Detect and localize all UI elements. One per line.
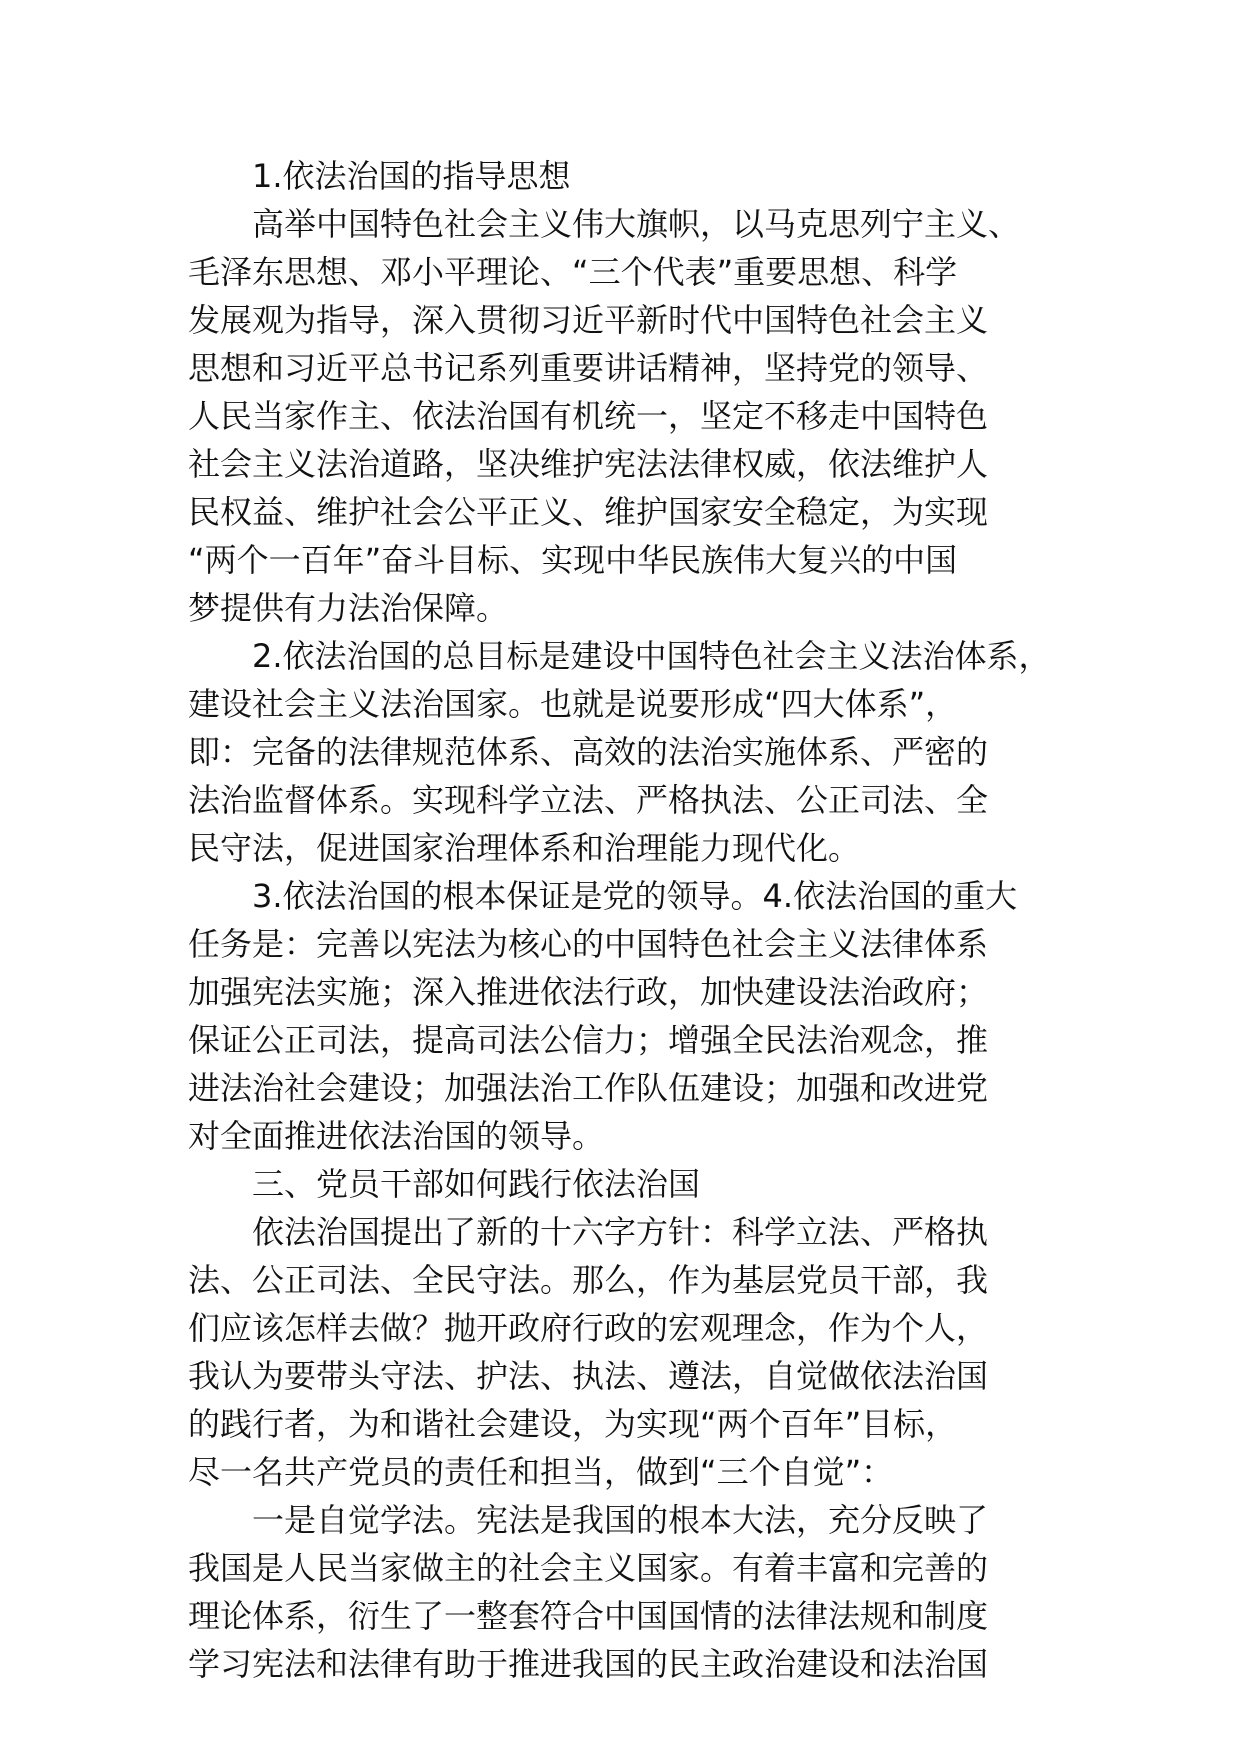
text-line: 高举中国特色社会主义伟大旗帜，以马克思列宁主义、 [252,205,1021,243]
text-line: 的践行者，为和谐社会建设，为实现“两个百年”目标， [188,1405,958,1443]
text-line: 任务是：完善以宪法为核心的中国特色社会主义法律体系 [188,925,989,963]
section-heading: 1.依法治国的指导思想 [252,157,571,195]
text-line: 社会主义法治道路，坚决维护宪法法律权威，依法维护人 [188,445,989,483]
text-line: “两个一百年”奋斗目标、实现中华民族伟大复兴的中国 [188,541,958,579]
section-heading: 三、党员干部如何践行依法治国 [252,1165,701,1203]
text-line: 理论体系，衍生了一整套符合中国国情的法律法规和制度 [188,1597,989,1635]
text-line: 2.依法治国的总目标是建设中国特色社会主义法治体系， [252,637,1051,675]
text-line: 梦提供有力法治保障。 [188,589,509,627]
text-line: 毛泽东思想、邓小平理论、“三个代表”重要思想、科学 [188,253,958,291]
text-line: 保证公正司法，提高司法公信力；增强全民法治观念，推 [188,1021,989,1059]
text-line: 发展观为指导，深入贯彻习近平新时代中国特色社会主义 [188,301,989,339]
text-line: 进法治社会建设；加强法治工作队伍建设；加强和改进党 [188,1069,989,1107]
text-line: 法治监督体系。实现科学立法、严格执法、公正司法、全 [188,781,989,819]
text-line: 一是自觉学法。宪法是我国的根本大法，充分反映了 [252,1501,989,1539]
text-line: 即：完备的法律规范体系、高效的法治实施体系、严密的 [188,733,989,771]
text-line: 建设社会主义法治国家。也就是说要形成“四大体系”， [188,685,958,723]
text-line: 尽一名共产党员的责任和担当，做到“三个自觉”： [188,1453,894,1491]
text-line: 学习宪法和法律有助于推进我国的民主政治建设和法治国 [188,1645,989,1683]
text-line: 们应该怎样去做？抛开政府行政的宏观理念，作为个人， [188,1309,989,1347]
text-line: 我认为要带头守法、护法、执法、遵法，自觉做依法治国 [188,1357,989,1395]
text-line: 人民当家作主、依法治国有机统一，坚定不移走中国特色 [188,397,989,435]
text-line: 3.依法治国的根本保证是党的领导。4.依法治国的重大 [252,877,1018,915]
text-line: 民权益、维护社会公平正义、维护国家安全稳定，为实现 [188,493,989,531]
text-line: 对全面推进依法治国的领导。 [188,1117,605,1155]
text-line: 依法治国提出了新的十六字方针：科学立法、严格执 [252,1213,989,1251]
text-line: 思想和习近平总书记系列重要讲话精神，坚持党的领导、 [188,349,989,387]
text-line: 我国是人民当家做主的社会主义国家。有着丰富和完善的 [188,1549,989,1587]
text-line: 民守法，促进国家治理体系和治理能力现代化。 [188,829,861,867]
text-line: 加强宪法实施；深入推进依法行政，加快建设法治政府； [188,973,989,1011]
text-line: 法、公正司法、全民守法。那么，作为基层党员干部，我 [188,1261,989,1299]
